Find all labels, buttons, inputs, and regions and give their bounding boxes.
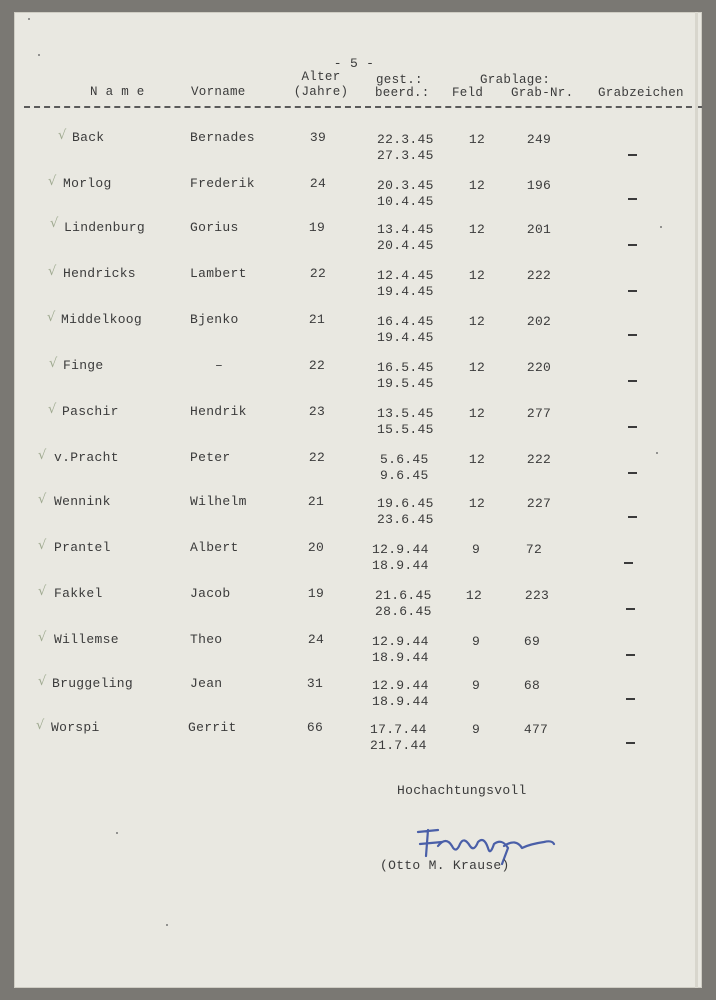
cell-vorname: Gerrit [188, 720, 237, 735]
table-row [14, 358, 702, 404]
cell-beerd: 21.7.44 [370, 738, 427, 753]
check-mark: √ [38, 492, 47, 507]
cell-gest: 21.6.45 [375, 588, 432, 603]
check-mark: √ [38, 584, 47, 599]
cell-alter: 24 [307, 632, 325, 647]
cell-grab-nr: 72 [525, 542, 543, 557]
cell-alter: 21 [307, 494, 325, 509]
cell-beerd: 19.5.45 [377, 376, 434, 391]
cell-vorname: Jean [190, 676, 223, 691]
cell-grab-nr: 223 [524, 588, 550, 603]
cell-vorname: Albert [190, 540, 239, 555]
cell-name: Hendricks [63, 266, 136, 281]
cell-grabzeichen [628, 244, 637, 246]
cell-gest: 13.5.45 [377, 406, 434, 421]
paper-speck [166, 924, 168, 926]
check-mark: √ [48, 174, 57, 189]
cell-grabzeichen [624, 562, 633, 564]
cell-name: Lindenburg [64, 220, 146, 235]
cell-grab-nr: 68 [523, 678, 541, 693]
check-mark: √ [50, 216, 59, 231]
cell-beerd: 18.9.44 [372, 694, 429, 709]
cell-vorname: Peter [190, 450, 231, 465]
cell-grab-nr: 196 [526, 178, 552, 193]
cell-feld: 12 [468, 268, 486, 283]
cell-feld: 12 [468, 314, 486, 329]
cell-grabzeichen [628, 198, 637, 200]
cell-alter: 21 [308, 312, 326, 327]
cell-name: Fakkel [54, 586, 103, 601]
cell-feld: 9 [471, 722, 481, 737]
table-row [14, 676, 702, 722]
cell-feld: 9 [471, 634, 481, 649]
header-divider [24, 106, 702, 108]
check-mark: √ [58, 128, 67, 143]
cell-gest: 22.3.45 [377, 132, 434, 147]
check-mark: √ [38, 630, 47, 645]
cell-grabzeichen [628, 426, 637, 428]
cell-gest: 12.9.44 [372, 542, 429, 557]
cell-alter: 39 [309, 130, 327, 145]
paper-speck [116, 832, 118, 834]
cell-beerd: 10.4.45 [377, 194, 434, 209]
table-row [14, 176, 702, 222]
cell-grab-nr: 202 [526, 314, 552, 329]
table-row [14, 266, 702, 312]
cell-feld: 12 [468, 132, 486, 147]
table-row [14, 494, 702, 540]
header-grabzeichen: Grabzeichen [598, 86, 684, 100]
table-row [14, 540, 702, 586]
cell-alter: 24 [309, 176, 327, 191]
cell-alter: 23 [308, 404, 326, 419]
paper-speck [38, 54, 40, 56]
header-vorname: Vorname [191, 85, 246, 99]
cell-vorname: Wilhelm [190, 494, 247, 509]
cell-grab-nr: 222 [526, 268, 552, 283]
check-mark: √ [47, 310, 56, 325]
cell-vorname: Lambert [190, 266, 247, 281]
cell-gest: 13.4.45 [377, 222, 434, 237]
cell-beerd: 19.4.45 [377, 330, 434, 345]
cell-beerd: 20.4.45 [377, 238, 434, 253]
cell-beerd: 18.9.44 [372, 558, 429, 573]
paper-speck [660, 226, 662, 228]
cell-gest: 16.5.45 [377, 360, 434, 375]
check-mark: √ [48, 264, 57, 279]
cell-feld: 12 [468, 360, 486, 375]
header-gest: gest.: [376, 73, 423, 87]
check-mark: √ [38, 538, 47, 553]
cell-feld: 12 [468, 452, 486, 467]
cell-feld: 12 [465, 588, 483, 603]
table-row [14, 312, 702, 358]
table-row [14, 130, 702, 176]
cell-beerd: 9.6.45 [380, 468, 429, 483]
table-row [14, 720, 702, 766]
cell-name: v.Pracht [54, 450, 119, 465]
header-alter: Alter [301, 70, 341, 84]
cell-alter: 22 [308, 450, 326, 465]
cell-grab-nr: 227 [526, 496, 552, 511]
cell-grabzeichen [628, 380, 637, 382]
cell-alter: 20 [307, 540, 325, 555]
document-page [14, 12, 702, 988]
cell-grabzeichen [626, 698, 635, 700]
table-row [14, 216, 702, 266]
cell-grab-nr: 69 [523, 634, 541, 649]
cell-grab-nr: 249 [526, 132, 552, 147]
cell-grab-nr: 220 [526, 360, 552, 375]
cell-name: Paschir [62, 404, 119, 419]
check-mark: √ [38, 674, 47, 689]
cell-vorname: Theo [190, 632, 223, 647]
cell-name: Back [72, 130, 105, 145]
cell-grab-nr: 201 [526, 222, 552, 237]
cell-grabzeichen [628, 334, 637, 336]
header-feld: Feld [452, 86, 484, 100]
cell-beerd: 19.4.45 [377, 284, 434, 299]
cell-vorname: Hendrik [190, 404, 247, 419]
cell-grabzeichen [626, 608, 635, 610]
table-row [14, 586, 702, 632]
cell-grabzeichen [626, 654, 635, 656]
cell-name: Morlog [63, 176, 112, 191]
cell-alter: 22 [308, 358, 326, 373]
check-mark: √ [38, 448, 47, 463]
cell-gest: 12.9.44 [372, 634, 429, 649]
header-grab-nr: Grab-Nr. [511, 86, 574, 100]
cell-grab-nr: 477 [523, 722, 549, 737]
table-row [14, 632, 702, 678]
cell-grabzeichen [626, 742, 635, 744]
cell-vorname: Jacob [190, 586, 231, 601]
cell-name: Middelkoog [61, 312, 143, 327]
cell-grabzeichen [628, 472, 637, 474]
cell-grabzeichen [628, 154, 637, 156]
check-mark: √ [48, 402, 57, 417]
header-jahre: (Jahre) [293, 85, 349, 99]
cell-beerd: 15.5.45 [377, 422, 434, 437]
check-mark: √ [36, 718, 45, 733]
cell-feld: 9 [471, 678, 481, 693]
cell-alter: 19 [307, 586, 325, 601]
cell-name: Bruggeling [52, 676, 134, 691]
cell-feld: 12 [468, 406, 486, 421]
cell-gest: 17.7.44 [370, 722, 427, 737]
cell-grabzeichen [628, 516, 637, 518]
cell-vorname: Bernades [190, 130, 255, 145]
cell-gest: 16.4.45 [377, 314, 434, 329]
cell-grab-nr: 222 [526, 452, 552, 467]
header-grablage: Grablage: [480, 73, 551, 87]
cell-beerd: 18.9.44 [372, 650, 429, 665]
cell-alter: 31 [306, 676, 324, 691]
cell-vorname: Bjenko [190, 312, 239, 327]
page-number: - 5 - [333, 56, 375, 71]
cell-alter: 19 [308, 220, 326, 235]
table-row [14, 404, 702, 450]
cell-beerd: 28.6.45 [375, 604, 432, 619]
cell-beerd: 27.3.45 [377, 148, 434, 163]
cell-alter: 22 [309, 266, 327, 281]
cell-gest: 20.3.45 [377, 178, 434, 193]
cell-feld: 12 [468, 496, 486, 511]
cell-gest: 12.9.44 [372, 678, 429, 693]
header-beerd: beerd.: [375, 86, 430, 100]
paper-speck [656, 452, 658, 454]
cell-gest: 12.4.45 [377, 268, 434, 283]
cell-gest: 5.6.45 [380, 452, 429, 467]
cell-name: Willemse [54, 632, 119, 647]
cell-vorname: – [214, 358, 224, 373]
cell-vorname: Gorius [190, 220, 239, 235]
signatory-name: (Otto M. Krause) [380, 858, 510, 873]
cell-name: Prantel [54, 540, 111, 555]
closing-text: Hochachtungsvoll [397, 783, 527, 798]
cell-name: Worspi [51, 720, 100, 735]
cell-alter: 66 [306, 720, 324, 735]
cell-vorname: Frederik [190, 176, 255, 191]
cell-name: Finge [63, 358, 104, 373]
cell-name: Wennink [54, 494, 111, 509]
cell-beerd: 23.6.45 [377, 512, 434, 527]
cell-grabzeichen [628, 290, 637, 292]
cell-feld: 9 [471, 542, 481, 557]
paper-speck [28, 18, 30, 20]
cell-grab-nr: 277 [526, 406, 552, 421]
cell-feld: 12 [468, 178, 486, 193]
table-row [14, 450, 702, 496]
cell-gest: 19.6.45 [377, 496, 434, 511]
check-mark: √ [49, 356, 58, 371]
cell-feld: 12 [468, 222, 486, 237]
header-name: N a m e [90, 85, 145, 99]
